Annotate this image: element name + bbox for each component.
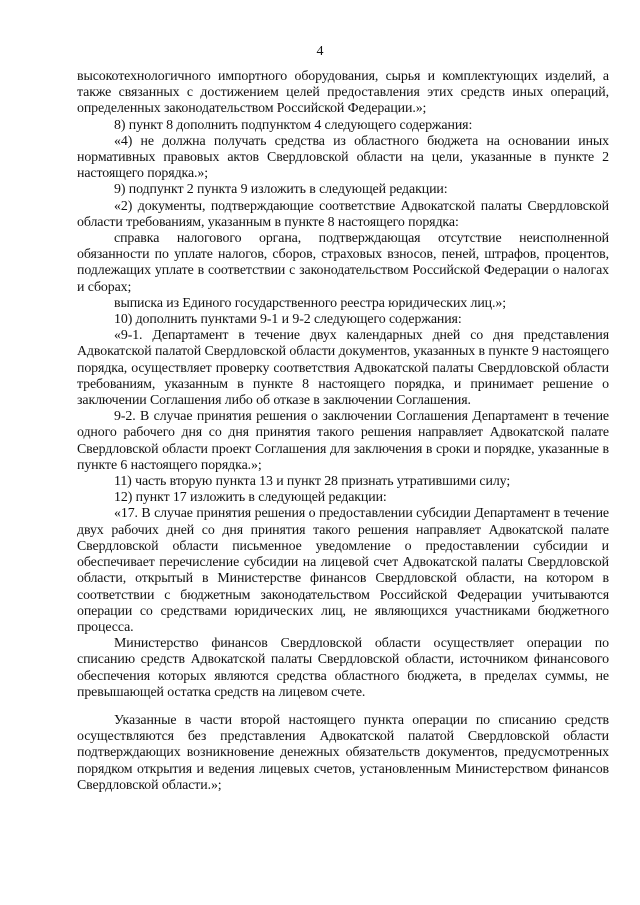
paragraph: 9) подпункт 2 пункта 9 изложить в следующей редакции: xyxy=(114,182,448,198)
paragraph: справка налогового органа, подтверждающая отсутствие неисполненной обязанности по уплате налогов, сборов, страховых взносов, пеней, штрафов, процентов, подлежащих уплате в соответствии с законодательством Российской Федерации о налогах и сборах; xyxy=(77,231,609,295)
paragraph: 10) дополнить пунктами 9-1 и 9-2 следующего содержания: xyxy=(114,312,462,328)
paragraph: Указанные в части второй настоящего пункта операции по списанию средств осуществляются без представления Адвокатской палатой Свердловской области подтверждающих возникновение денежных обязательств документов, предусмотренных порядком открытия и ведения лицевых счетов, установленным Министерством финансов Свердловской области.»; xyxy=(77,712,609,793)
document-body xyxy=(77,69,609,794)
paragraph: 9-2. В случае принятия решения о заключении Соглашения Департамент в течение одного рабочего дня со дня принятия такого решения направляет Адвокатской палате Свердловской области проект Соглашения для заключения в сроки и порядке, указанные в пункте 6 настоящего порядка.»; xyxy=(77,409,609,473)
page-number: 4 xyxy=(316,44,324,59)
paragraph: 8) пункт 8 дополнить подпунктом 4 следующего содержания: xyxy=(114,117,473,133)
paragraph: высокотехнологичного импортного оборудования, сырья и комплектующих изделий, а также связанных с достижением целей предоставления этих средств иных операций, определенных законодательством Российской Федерации.»; xyxy=(77,69,609,117)
paragraph: выписка из Единого государственного реестра юридических лиц.»; xyxy=(114,295,506,311)
paragraph: 12) пункт 17 изложить в следующей редакции: xyxy=(114,490,387,506)
paragraph: Министерство финансов Свердловской области осуществляет операции по списанию средств Адвокатской палаты Свердловской области, источником финансового обеспечения которых являются средства областного бюджета, в пределах суммы, не превышающей остатка средств на лицевом счете. xyxy=(77,636,609,700)
paragraph: 11) часть вторую пункта 13 и пункт 28 признать утратившими силу; xyxy=(114,474,511,490)
paragraph: «4) не должна получать средства из областного бюджета на основании иных нормативных правовых актов Свердловской области на цели, указанные в пункте 2 настоящего порядка.»; xyxy=(77,133,609,182)
paragraph: «9-1. Департамент в течение двух календарных дней со дня представления Адвокатской палатой Свердловской области документов, указанных в пункте 9 настоящего порядка, осуществляет проверку соответствия Адвокатской палаты Свердловской области требованиям, указанным в пункте 8 настоящего порядка, и принимает решение о заключении Соглашения либо об отказе в заключении Соглашения. xyxy=(77,328,609,409)
paragraph: «2) документы, подтверждающие соответствие Адвокатской палаты Свердловской области требованиям, указанным в пункте 8 настоящего порядка: xyxy=(77,198,609,230)
paragraph: «17. В случае принятия решения о предоставлении субсидии Департамент в течение двух рабочих дней со дня принятия такого решения направляет Адвокатской палате Свердловской области письменное уведомление о предоставлении субсидии и обеспечивает перечисление субсидии на лицевой счет Адвокатской палаты Свердловской области, открытый в Министерстве финансов Свердловской области, на котором в соответствии с бюджетным законодательством Российской Федерации учитываются операции со средствами юридических лиц, не являющихся участниками бюджетного процесса. xyxy=(77,506,609,635)
